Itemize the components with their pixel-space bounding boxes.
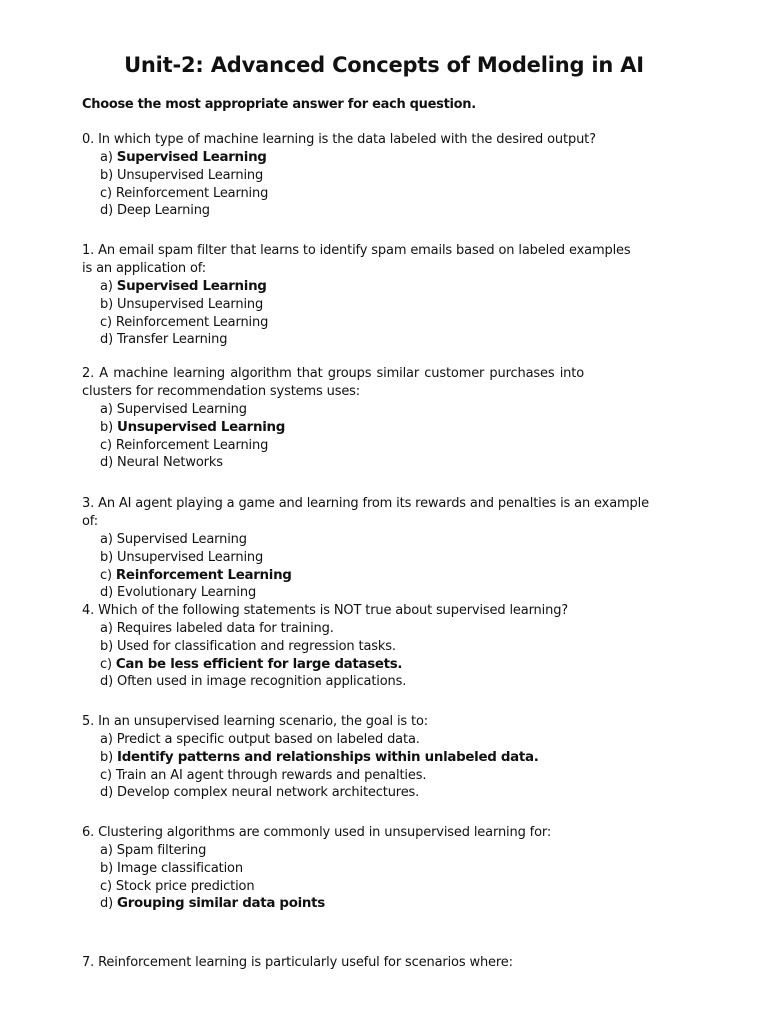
option-a: a) Predict a specific output based on labeled data. bbox=[100, 732, 420, 747]
question-4 bbox=[82, 602, 662, 691]
option-c: c) Stock price prediction bbox=[100, 878, 255, 894]
question-text: 7. Reinforcement learning is particularly useful for scenarios where: bbox=[82, 955, 513, 970]
correct-answer: Grouping similar data points bbox=[117, 896, 325, 912]
option-a: a) Supervised Learning bbox=[100, 150, 267, 165]
option-d: d) Evolutionary Learning bbox=[100, 585, 257, 601]
question-text-line-2: is an application of: bbox=[82, 261, 206, 276]
instructions: Choose the most appropriate answer for each question. bbox=[82, 97, 476, 112]
option-b: b) Unsupervised Learning bbox=[100, 549, 264, 565]
question-text: 2. A machine learning algorithm that groups similar customer purchases into clusters for recommendation systems uses: bbox=[82, 366, 584, 399]
option-d: d) Transfer Learning bbox=[100, 332, 228, 348]
option-a: a) Supervised Learning bbox=[100, 402, 247, 417]
option-d: d) Often used in image recognition applications. bbox=[100, 674, 407, 690]
option-b: b) Used for classification and regression tasks. bbox=[100, 638, 396, 654]
option-b: b) Unsupervised Learning bbox=[100, 296, 264, 312]
correct-answer: Supervised Learning bbox=[116, 279, 267, 294]
question-text: 3. An AI agent playing a game and learning from its rewards and penalties is an example of: bbox=[82, 496, 649, 529]
correct-answer: Reinforcement Learning bbox=[115, 567, 292, 583]
question-0 bbox=[82, 131, 662, 220]
question-6 bbox=[82, 824, 662, 913]
option-b: b) Unsupervised Learning bbox=[100, 419, 286, 435]
correct-answer: Can be less efficient for large datasets. bbox=[115, 656, 403, 672]
option-a: a) Requires labeled data for training. bbox=[100, 621, 334, 636]
page-title: Unit-2: Advanced Concepts of Modeling in AI bbox=[124, 53, 644, 77]
option-b: b) Image classification bbox=[100, 860, 243, 876]
option-d: d) Deep Learning bbox=[100, 203, 210, 219]
option-a: a) Supervised Learning bbox=[100, 279, 267, 294]
option-a: a) Spam filtering bbox=[100, 843, 207, 858]
option-d: d) Neural Networks bbox=[100, 455, 223, 471]
question-1 bbox=[82, 242, 662, 349]
question-3 bbox=[82, 495, 662, 602]
correct-answer: Supervised Learning bbox=[116, 150, 267, 165]
question-text: 0. In which type of machine learning is the data labeled with the desired output? bbox=[82, 132, 596, 147]
question-5 bbox=[82, 713, 662, 802]
question-text: 5. In an unsupervised learning scenario, the goal is to: bbox=[82, 714, 429, 729]
question-7 bbox=[82, 954, 662, 972]
option-c: c) Reinforcement Learning bbox=[100, 437, 269, 453]
option-b: b) Identify patterns and relationships within unlabeled data. bbox=[100, 749, 539, 765]
option-d: d) Grouping similar data points bbox=[100, 896, 325, 912]
question-text: 6. Clustering algorithms are commonly used in unsupervised learning for: bbox=[82, 825, 552, 840]
option-c: c) Train an AI agent through rewards and penalties. bbox=[100, 767, 427, 783]
correct-answer: Unsupervised Learning bbox=[117, 419, 286, 435]
option-d: d) Develop complex neural network architectures. bbox=[100, 785, 420, 801]
option-c: c) Reinforcement Learning bbox=[100, 567, 292, 583]
option-c: c) Reinforcement Learning bbox=[100, 185, 269, 201]
option-a: a) Supervised Learning bbox=[100, 532, 247, 547]
option-b: b) Unsupervised Learning bbox=[100, 167, 264, 183]
option-c: c) Can be less efficient for large datasets. bbox=[100, 656, 403, 672]
question-text: 4. Which of the following statements is NOT true about supervised learning? bbox=[82, 603, 569, 618]
question-text-line-1: 1. An email spam filter that learns to identify spam emails based on labeled examples bbox=[82, 243, 631, 258]
question-2 bbox=[82, 365, 662, 472]
correct-answer: Identify patterns and relationships within unlabeled data. bbox=[117, 749, 539, 765]
option-c: c) Reinforcement Learning bbox=[100, 314, 269, 330]
